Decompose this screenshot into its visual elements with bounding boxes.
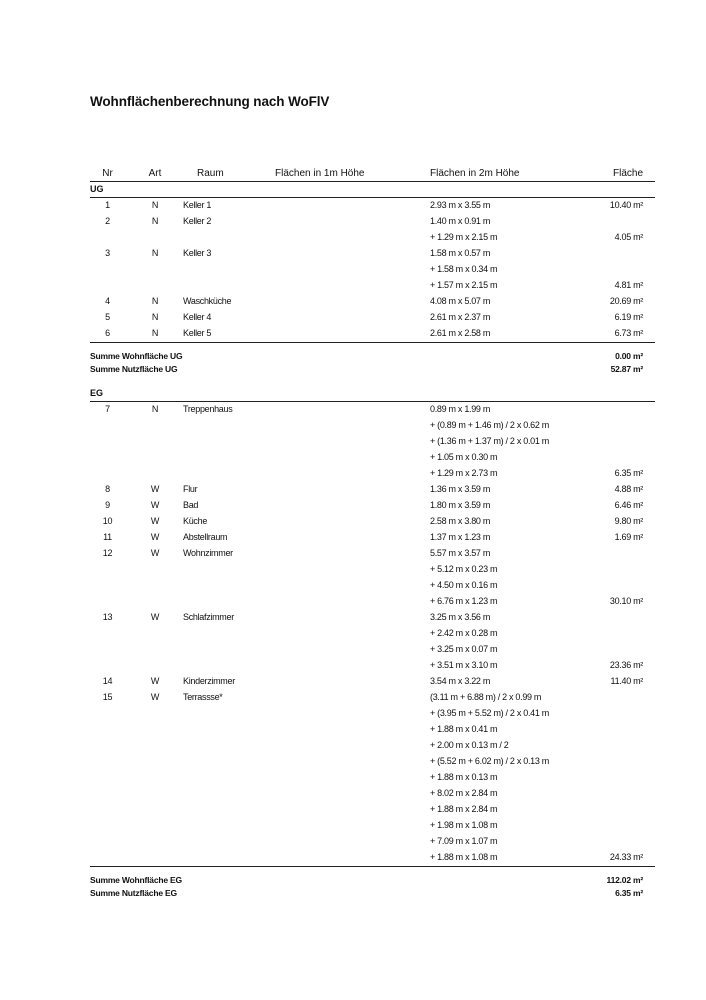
table-row xyxy=(90,294,655,310)
cell-raum: Waschküche xyxy=(183,296,232,306)
cell-nr: 14 xyxy=(102,676,113,686)
cell-f2: + 2.42 m x 0.28 m xyxy=(430,628,498,638)
cell-f2: + (3.95 m + 5.52 m) / 2 x 0.41 m xyxy=(430,708,549,718)
table-row xyxy=(90,818,655,834)
cell-flaeche: 23.36 m² xyxy=(609,660,643,670)
table-row xyxy=(90,310,655,326)
table-row xyxy=(90,214,655,230)
cell-f2: + 1.57 m x 2.15 m xyxy=(430,280,498,290)
table-row xyxy=(90,246,655,262)
cell-nr: 13 xyxy=(102,612,113,622)
header-flaeche: Fläche xyxy=(612,168,643,179)
section-name: UG xyxy=(90,184,104,194)
table-row xyxy=(90,514,655,530)
header-raum: Raum xyxy=(197,168,224,179)
cell-f2: (3.11 m + 6.88 m) / 2 x 0.99 m xyxy=(430,692,542,702)
table-row xyxy=(90,466,655,482)
section-header xyxy=(90,386,655,402)
cell-raum: Terrassse* xyxy=(183,692,223,702)
table-body xyxy=(90,182,655,900)
header-art: Art xyxy=(148,168,162,179)
cell-art: W xyxy=(150,548,160,558)
table-row xyxy=(90,850,655,867)
table-row xyxy=(90,770,655,786)
table-row xyxy=(90,642,655,658)
table-row xyxy=(90,802,655,818)
table-row xyxy=(90,418,655,434)
cell-art: N xyxy=(151,248,159,258)
cell-art: W xyxy=(150,532,160,542)
table-row xyxy=(90,610,655,626)
section-gap xyxy=(90,376,655,386)
cell-f2: 4.08 m x 5.07 m xyxy=(430,296,491,306)
cell-f2: + (5.52 m + 6.02 m) / 2 x 0.13 m xyxy=(430,756,549,766)
cell-nr: 15 xyxy=(102,692,113,702)
cell-flaeche: 24.33 m² xyxy=(609,852,643,862)
cell-f2: 1.58 m x 0.57 m xyxy=(430,248,491,258)
cell-flaeche: 30.10 m² xyxy=(609,596,643,606)
table-row xyxy=(90,658,655,674)
cell-f2: 1.36 m x 3.59 m xyxy=(430,484,491,494)
cell-nr: 4 xyxy=(105,296,110,306)
table-row xyxy=(90,626,655,642)
cell-f2: 3.54 m x 3.22 m xyxy=(430,676,491,686)
cell-raum: Schlafzimmer xyxy=(183,612,234,622)
sum-label: Summe Wohnfläche UG xyxy=(90,351,183,361)
cell-raum: Treppenhaus xyxy=(183,404,233,414)
cell-art: W xyxy=(150,692,160,702)
cell-f2: 1.37 m x 1.23 m xyxy=(430,532,491,542)
cell-raum: Wohnzimmer xyxy=(183,548,233,558)
cell-f2: + 1.98 m x 1.08 m xyxy=(430,820,498,830)
cell-raum: Flur xyxy=(183,484,198,494)
cell-nr: 2 xyxy=(105,216,110,226)
cell-art: N xyxy=(151,404,159,414)
table-row xyxy=(90,594,655,610)
table-row xyxy=(90,498,655,514)
table-row xyxy=(90,674,655,690)
sum-row xyxy=(90,363,655,376)
cell-raum: Keller 5 xyxy=(183,328,212,338)
cell-f2: + 8.02 m x 2.84 m xyxy=(430,788,498,798)
cell-nr: 8 xyxy=(105,484,110,494)
cell-f2: 2.93 m x 3.55 m xyxy=(430,200,491,210)
cell-f2: + 4.50 m x 0.16 m xyxy=(430,580,498,590)
cell-f2: + 1.58 m x 0.34 m xyxy=(430,264,498,274)
table-row xyxy=(90,690,655,706)
sum-value: 112.02 m² xyxy=(606,875,643,885)
table-row xyxy=(90,706,655,722)
cell-art: N xyxy=(151,312,159,322)
cell-raum: Keller 1 xyxy=(183,200,212,210)
section-header xyxy=(90,182,655,198)
cell-flaeche: 4.88 m² xyxy=(614,484,643,494)
cell-flaeche: 4.81 m² xyxy=(614,280,643,290)
cell-f2: + 1.29 m x 2.15 m xyxy=(430,232,498,242)
cell-f2: 2.61 m x 2.37 m xyxy=(430,312,491,322)
cell-raum: Abstellraum xyxy=(183,532,228,542)
cell-art: W xyxy=(150,500,160,510)
cell-art: W xyxy=(150,484,160,494)
cell-f2: + (0.89 m + 1.46 m) / 2 x 0.62 m xyxy=(430,420,549,430)
sum-gap xyxy=(90,867,655,874)
table-row xyxy=(90,230,655,246)
cell-art: N xyxy=(151,200,159,210)
table-row xyxy=(90,786,655,802)
cell-flaeche: 6.73 m² xyxy=(614,328,643,338)
cell-nr: 6 xyxy=(105,328,110,338)
cell-f2: 0.89 m x 1.99 m xyxy=(430,404,491,414)
sum-gap xyxy=(90,343,655,350)
cell-nr: 1 xyxy=(105,200,110,210)
cell-flaeche: 4.05 m² xyxy=(614,232,643,242)
cell-f2: 2.58 m x 3.80 m xyxy=(430,516,491,526)
cell-f2: 1.40 m x 0.91 m xyxy=(430,216,491,226)
cell-f2: + 1.05 m x 0.30 m xyxy=(430,452,498,462)
cell-f2: 5.57 m x 3.57 m xyxy=(430,548,491,558)
header-nr: Nr xyxy=(102,168,113,179)
area-table xyxy=(90,166,655,900)
cell-f2: + 1.88 m x 0.13 m xyxy=(430,772,498,782)
cell-f2: + 7.09 m x 1.07 m xyxy=(430,836,498,846)
cell-raum: Keller 3 xyxy=(183,248,212,258)
table-row xyxy=(90,578,655,594)
cell-f2: 1.80 m x 3.59 m xyxy=(430,500,491,510)
cell-nr: 9 xyxy=(105,500,110,510)
cell-flaeche: 9.80 m² xyxy=(614,516,643,526)
table-row xyxy=(90,834,655,850)
sum-value: 52.87 m² xyxy=(610,364,643,374)
cell-f2: + 2.00 m x 0.13 m / 2 xyxy=(430,740,509,750)
cell-raum: Keller 4 xyxy=(183,312,212,322)
cell-art: N xyxy=(151,296,159,306)
table-row xyxy=(90,450,655,466)
cell-f2: + 1.29 m x 2.73 m xyxy=(430,468,498,478)
cell-f2: + 1.88 m x 1.08 m xyxy=(430,852,498,862)
cell-f2: + (1.36 m + 1.37 m) / 2 x 0.01 m xyxy=(430,436,549,446)
table-row xyxy=(90,262,655,278)
table-row xyxy=(90,198,655,214)
sum-value: 6.35 m² xyxy=(615,888,643,898)
cell-art: W xyxy=(150,612,160,622)
cell-nr: 5 xyxy=(105,312,110,322)
cell-f2: 2.61 m x 2.58 m xyxy=(430,328,491,338)
section-name: EG xyxy=(90,388,104,398)
cell-nr: 11 xyxy=(103,532,112,542)
cell-f2: + 6.76 m x 1.23 m xyxy=(430,596,498,606)
cell-raum: Kinderzimmer xyxy=(183,676,235,686)
table-row xyxy=(90,434,655,450)
cell-f2: + 3.25 m x 0.07 m xyxy=(430,644,498,654)
cell-flaeche: 6.46 m² xyxy=(614,500,643,510)
cell-flaeche: 1.69 m² xyxy=(614,532,643,542)
table-row xyxy=(90,402,655,418)
cell-nr: 10 xyxy=(102,516,113,526)
cell-flaeche: 10.40 m² xyxy=(609,200,643,210)
table-row xyxy=(90,562,655,578)
cell-f2: + 1.88 m x 0.41 m xyxy=(430,724,498,734)
sum-label: Summe Nutzfläche UG xyxy=(90,364,178,374)
table-row xyxy=(90,482,655,498)
cell-f2: + 1.88 m x 2.84 m xyxy=(430,804,498,814)
table-row xyxy=(90,530,655,546)
table-row xyxy=(90,546,655,562)
cell-art: W xyxy=(150,676,160,686)
cell-f2: + 3.51 m x 3.10 m xyxy=(430,660,498,670)
cell-f2: 3.25 m x 3.56 m xyxy=(430,612,491,622)
cell-nr: 3 xyxy=(105,248,110,258)
cell-raum: Küche xyxy=(183,516,208,526)
sum-row xyxy=(90,887,655,900)
header-f2: Flächen in 2m Höhe xyxy=(430,168,520,179)
cell-f2: + 5.12 m x 0.23 m xyxy=(430,564,498,574)
cell-nr: 7 xyxy=(105,404,110,414)
sum-value: 0.00 m² xyxy=(615,351,643,361)
sum-row xyxy=(90,874,655,887)
cell-flaeche: 6.19 m² xyxy=(614,312,643,322)
table-row xyxy=(90,278,655,294)
table-row xyxy=(90,738,655,754)
table-row xyxy=(90,754,655,770)
cell-flaeche: 20.69 m² xyxy=(609,296,643,306)
cell-raum: Keller 2 xyxy=(183,216,212,226)
cell-flaeche: 6.35 m² xyxy=(614,468,643,478)
cell-art: N xyxy=(151,328,159,338)
table-header xyxy=(90,166,655,182)
cell-art: W xyxy=(150,516,160,526)
cell-nr: 12 xyxy=(102,548,113,558)
cell-flaeche: 11.40 m² xyxy=(610,676,643,686)
sum-row xyxy=(90,350,655,363)
sum-label: Summe Wohnfläche EG xyxy=(90,875,182,885)
sum-label: Summe Nutzfläche EG xyxy=(90,888,177,898)
table-row xyxy=(90,722,655,738)
table-row xyxy=(90,326,655,343)
page-title: Wohnflächenberechnung nach WoFlV xyxy=(90,94,330,109)
cell-art: N xyxy=(151,216,159,226)
cell-raum: Bad xyxy=(183,500,199,510)
header-f1: Flächen in 1m Höhe xyxy=(275,168,365,179)
